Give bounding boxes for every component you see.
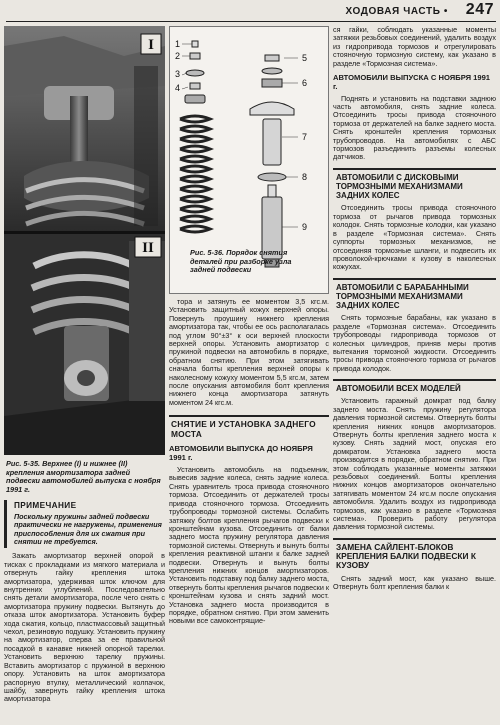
photo-label-bottom: II [142,240,154,256]
figure-callout: 9 [302,222,308,232]
figure-caption: Рис. 5-36. Порядок снятия деталей при разборке узла задней подвески [190,248,292,275]
subsection-heading: АВТОМОБИЛИ ВСЕХ МОДЕЛЕЙ [333,379,496,393]
subsection-heading: АВТОМОБИЛИ ВЫПУСКА ДО НОЯБРЯ 1991 г. [169,444,313,463]
note-text: Поскольку пружины задней подвески практически не нагружены, применения приспособления для их сжатия при снятии не требуется. [14,511,162,546]
figure-callout: 6 [302,78,308,88]
figure-callout: 1 [175,39,181,49]
figure-callout: 3 [175,69,181,79]
body-paragraph: Установить автомобиль на подъемник, вывесив задние колеса, снять задние колеса. Снять уравнитель троса привода стояночного тормоза. Отсоединить от держателей тросы привода стояночного тормоза. Отсоединить трубопроводы тормозной системы. Ослабить затяжку болтов крепления рычагов подвески к кронштейнам кузова. Отсоединить от балки заднего моста пружину регулятора давления тормозной системы. Отвернуть и вынуть болты крепления реактивной штанги к балке задней подвески. Отвернуть и вынуть болты крепления нижних концов амортизаторов. Установить подставку под балку заднего моста, отвернуть болты крепления рычагов подвески к кронштейнам кузова и снять задний мост. Установка заднего моста производится в порядке, обратном снятию. При этом заменить новыми все самоконтрящие- [169,465,329,626]
page-number: 247 [465,1,494,18]
figure-callout: 8 [302,172,308,182]
suspension-photo-drawing [4,26,165,455]
section-heading: ЗАМЕНА САЙЛЕНТ-БЛОКОВ КРЕПЛЕНИЯ БАЛКИ ПОДВЕСКИ К КУЗОВУ [333,538,496,571]
body-paragraph: Снять задний мост, как указано выше. Отвернуть болт крепления балки к [333,573,496,591]
header-rule [6,21,496,22]
body-paragraph: Поднять и установить на подставки заднюю часть автомобиля, снять задние колеса. Отсоединить тросы привода стояночного тормоза от держателей на балке заднего моста. Снять кронштейн крепления тормозных трубопроводов. На автомобилях с АБС тормозов разъединить разъемы колесных датчиков. [333,93,496,162]
section-heading: СНЯТИЕ И УСТАНОВКА ЗАДНЕГО МОСТА [169,415,329,439]
subsection-heading: АВТОМОБИЛИ С БАРАБАННЫМИ ТОРМОЗНЫМИ МЕХАНИЗМАМИ ЗАДНИХ КОЛЕС [333,278,496,311]
figure-callout: 4 [175,83,181,93]
note-box [4,500,165,548]
column-middle [169,26,329,626]
note-title: ПРИМЕЧАНИЕ [14,501,77,511]
suspension-photo [4,26,165,455]
figure-callout: 7 [302,132,308,142]
body-paragraph: Снять тормозные барабаны, как указано в разделе «Тормозная система». Отсоединить трубопроводы гидропривода тормозов от колесных цилиндров, приняв меры против вытекания тормозной жидкости. Отсоединить тросы привода стояночного тормоза от рычагов привода колодок. [333,313,496,373]
page-header [0,0,500,24]
body-paragraph: ся гайки, соблюдать указанные моменты затяжки резьбовых соединений, удалить воздух из гидропривода тормозов и отрегулировать стояночную тормозную систему, как указано в разделе «Тормозная система». [333,25,496,68]
figure-callout: 5 [302,53,308,63]
figure-callout: 2 [175,51,181,61]
column-left [4,26,165,704]
exploded-view-figure [169,26,329,294]
body-paragraph: тора и затянуть ее моментом 3,5 кгс.м. Установить защитный кожух верхней опоры. Повернуть проушину нижнего крепления амортизатора так, чтобы ее ось располагалась под углом 90°±3° к оси верхней плоскости верхней опоры. Установить амортизатор с пружиной подвески на автомобиль в порядке, обратном снятию. При этом затягивать сначала болты крепления верхней опоры к наколесному кожуху моментом 5,5 кгс.м, затем после опускания автомобиля болт крепления нижнего конца амортизатора затянуть моментом 24 кгс.м. [169,297,329,407]
header-section-title: ХОДОВАЯ ЧАСТЬ • [345,6,448,17]
body-paragraph: Зажать амортизатор верхней опорой в тисках с прокладками из мягкого материала и отвернуть гайку крепления штока амортизатора, удерживая шток ключом для внутренних углублений. Последовательно снять детали амортизатора, после чего снять с амортизатора пружину подвески. Вытянуть до отказа шток амортизатора. Установить буфер хода сжатия, кольцо, пластмассовый защитный чехол, резиновую подушку. Установить пружину на амортизатор, сперва за ее правильной посадкой в канавке нижней опорной тарелки. Установить верхнюю тарелку пружины. Вставить амортизатор с пружиной в верхнюю опору. Установить на шток амортизатора распорную втулку, металлический колпачок, шайбу, завернуть гайку крепления штока амортизатора [4,551,165,704]
subsection-heading: АВТОМОБИЛИ ВЫПУСКА С НОЯБРЯ 1991 г. [333,73,491,91]
subsection-heading: АВТОМОБИЛИ С ДИСКОВЫМИ ТОРМОЗНЫМИ МЕХАНИЗМАМИ ЗАДНИХ КОЛЕС [333,168,496,201]
photo-caption: Рис. 5-35. Верхнее (I) и нижнее (II) крепления амортизатора задней подвески автомобилей выпуска с ноября 1991 г. [6,459,161,494]
body-paragraph: Отсоединить тросы привода стояночного тормоза от рычагов привода тормозных колодок. Снять тормозные колодки, как указано в разделе «Тормозная система». Снять суппорты тормозных механизмов, не отсоединяя тормозные шланги, и подвесить их проволокой-крючками к кузову в наколесных кожухах. [333,203,496,272]
body-paragraph: Установить гаражный домкрат под балку заднего моста. Снять пружину регулятора давления тормозной системы. Отвернуть болты крепления нижних концов амортизаторов. Отвернуть болты крепления заднего моста к кузову. Снять задний мост, опуская его домкратом. Установка заднего моста производится в порядке, обратном снятию. При этом соблюдать указанные моменты затяжки резьбовых соединений. Болты крепления нижних концов амортизаторов окончательно затягивать моментом 24 кгс.м после опускания автомобиля. Удалить воздух из гидропривода тормозов, как указано в разделе «Тормозная система». Проверить работу регулятора давления тормозной системы. [333,396,496,532]
column-right [333,26,496,591]
photo-label-top: I [148,37,154,53]
